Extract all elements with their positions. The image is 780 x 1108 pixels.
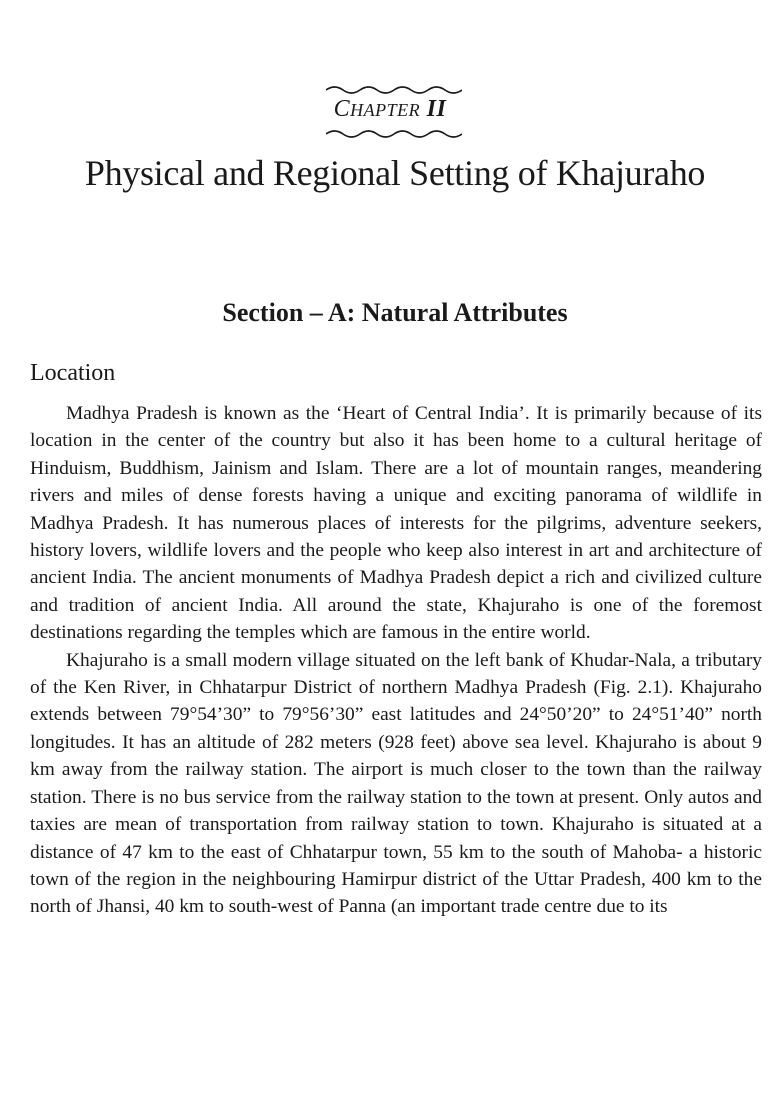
paragraph-1: Madhya Pradesh is known as the ‘Heart of Central India’. It is primarily because of its location in the center of the country but also it has been home to a cultural heritage of Hinduism, Buddhism, Jainism and Islam. There are a lot of mountain ranges, meandering rivers and miles of dense forests having a unique and exciting panorama of wildlife in Madhya Pradesh. It has numerous places of interests for the pilgrims, adventure seekers, history lovers, wildlife lovers and the people who keep also interest in art and architecture of ancient India. The ancient monuments of Madhya Pradesh depict a rich and civilized culture and tradition of ancient India. All around the state, Khajuraho is one of the foremost destinations regarding the temples which are famous in the entire world. [30,403,762,644]
chapter-label-rest: HAPTER [350,100,421,120]
subsection-heading: Location [30,360,116,386]
chapter-label-initial: C [333,96,351,122]
chapter-number: II [426,96,447,122]
ornament-wave-bottom [326,128,462,138]
paragraph-2: Khajuraho is a small modern village situated on the left bank of Khudar-Nala, a tributary of the Ken River, in Chhatarpur District of northern Madhya Pradesh (Fig. 2.1). Khajuraho extends between 79°54’30” to 79°56’30” east latitudes and 24°50’20” to 24°51’40” north longitudes. It has an altitude of 282 meters (928 feet) above sea level. Khajuraho is about 9 km away from the railway station. The airport is much closer to the town than the railway station. There is no bus service from the railway station to the town at present. Only autos and taxies are mean of transportation from railway station to town. Khajuraho is situated at a distance of 47 km to the east of Chhatarpur town, 55 km to the south of Mahoba- a historic town of the region in the neighbouring Hamirpur district of the Uttar Pradesh, 400 km to the north of Jhansi, 40 km to south-west of Panna (an important trade centre due to its [30,649,762,918]
section-heading: Section – A: Natural Attributes [222,298,568,327]
chapter-title: Physical and Regional Setting of Khajuraho [84,153,706,193]
ornament-wave-top [326,84,462,94]
body-text [30,400,762,921]
chapter-label [0,96,780,123]
